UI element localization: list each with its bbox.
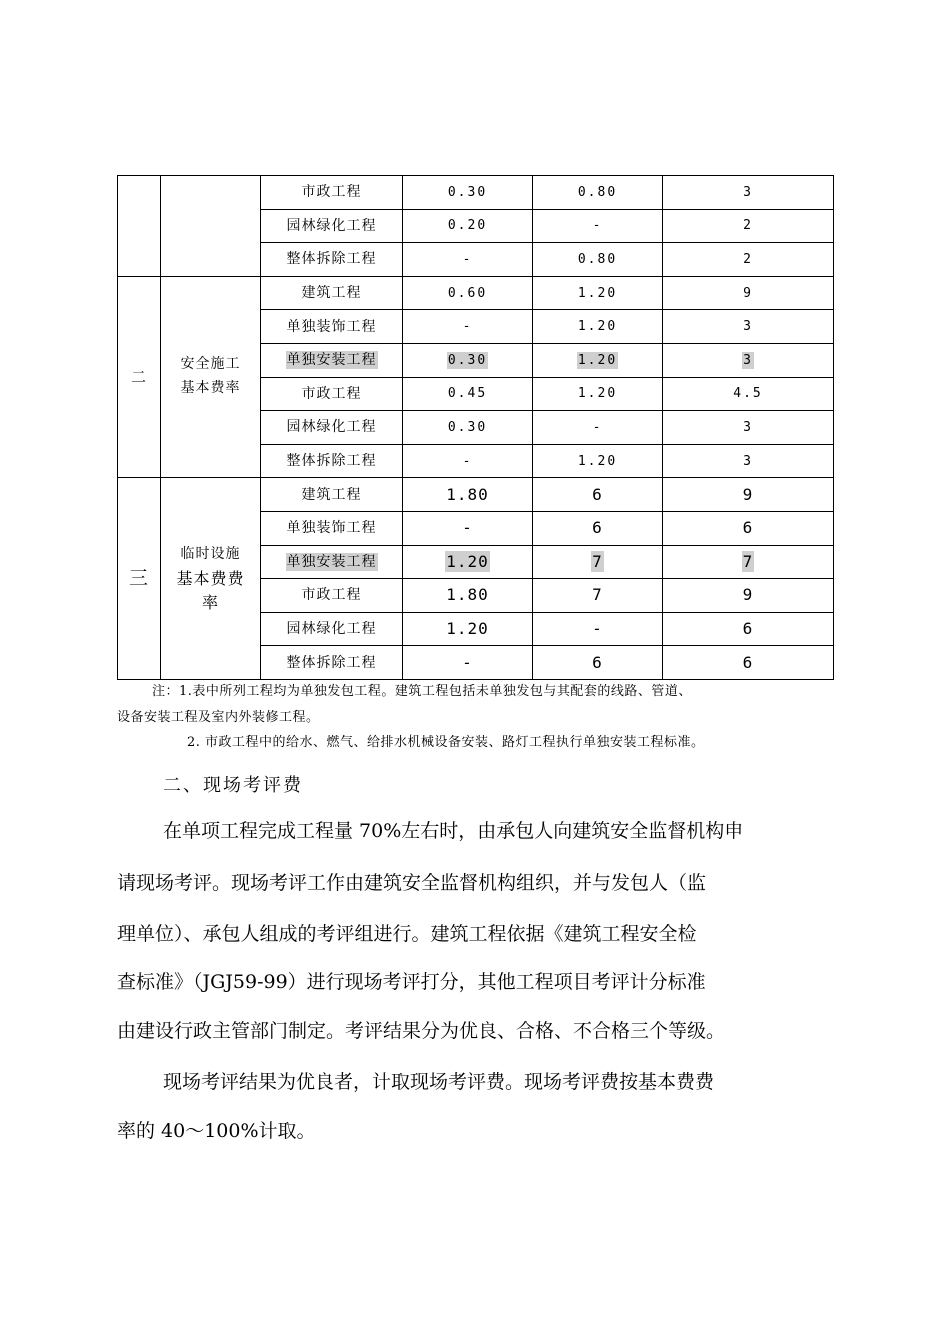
category-line: 基本费费	[176, 568, 245, 588]
table-row	[118, 176, 834, 210]
rate-cell: 3	[663, 176, 834, 210]
rate-cell: 1.20	[533, 310, 663, 344]
section-heading: 二、现场考评费	[163, 775, 303, 796]
rate-cell: -	[533, 411, 663, 445]
rate-cell	[533, 545, 663, 579]
project-cell: 整体拆除工程	[261, 444, 403, 478]
project-cell: 市政工程	[261, 176, 403, 210]
rate-cell: 7	[533, 579, 663, 613]
rate-cell: -	[403, 511, 533, 545]
paragraph-line: 在单项工程完成工程量 70%左右时，由承包人向建筑安全监督机构申	[163, 820, 744, 842]
category-line: 安全施工	[180, 356, 241, 373]
rate-cell: 0.30	[403, 411, 533, 445]
rate-cell: 2	[663, 243, 834, 277]
category-line: 率	[201, 592, 219, 612]
rate-cell: 0.80	[533, 176, 663, 210]
project-cell	[261, 343, 403, 377]
rate-cell: 6	[533, 478, 663, 512]
rate-cell: 1.80	[403, 478, 533, 512]
category-cell	[161, 478, 261, 680]
rate-cell: 1.20	[533, 444, 663, 478]
rate-cell: 6	[663, 646, 834, 680]
rate-cell: -	[533, 209, 663, 243]
category-line: 临时设施	[180, 545, 241, 562]
highlighted-text: 7	[742, 551, 754, 571]
rate-cell: 6	[663, 612, 834, 646]
rate-cell: 3	[663, 310, 834, 344]
category-cell	[161, 276, 261, 478]
rate-cell: 6	[533, 511, 663, 545]
rate-table	[117, 175, 834, 680]
rate-cell: 0.45	[403, 377, 533, 411]
highlighted-text: 1.20	[577, 352, 618, 368]
project-cell: 园林绿化工程	[261, 411, 403, 445]
rate-cell: -	[403, 310, 533, 344]
project-cell: 园林绿化工程	[261, 209, 403, 243]
category-line: 基本费率	[180, 380, 241, 397]
rate-cell	[533, 343, 663, 377]
rate-cell: 2	[663, 209, 834, 243]
paragraph-line: 理单位）、承包人组成的考评组进行。建筑工程依据《建筑工程安全检	[117, 923, 697, 945]
highlighted-text: 单独安装工程	[286, 553, 377, 570]
project-cell	[261, 545, 403, 579]
paragraph-line: 请现场考评。现场考评工作由建筑安全监督机构组织，并与发包人（监	[117, 872, 707, 894]
paragraph-line: 率的 40～100%计取。	[117, 1120, 316, 1142]
rate-cell: 0.30	[403, 176, 533, 210]
rate-cell: 1.80	[403, 579, 533, 613]
rate-cell: 6	[663, 511, 834, 545]
rate-cell: 1.20	[533, 276, 663, 310]
project-cell: 单独装饰工程	[261, 310, 403, 344]
table-note-2: 2. 市政工程中的给水、燃气、给排水机械设备安装、路灯工程执行单独安装工程标准。	[187, 735, 705, 750]
table-note-1-cont: 设备安装工程及室内外装修工程。	[117, 710, 320, 725]
rate-cell: 0.80	[533, 243, 663, 277]
project-cell: 市政工程	[261, 377, 403, 411]
project-cell: 整体拆除工程	[261, 646, 403, 680]
row-index	[118, 176, 161, 277]
row-index: 二	[118, 276, 161, 478]
rate-cell: 4.5	[663, 377, 834, 411]
paragraph-line: 查标准》（JGJ59-99）进行现场考评打分，其他工程项目考评计分标准	[117, 971, 706, 993]
highlighted-text: 1.20	[446, 551, 489, 571]
project-cell: 单独装饰工程	[261, 511, 403, 545]
rate-cell: 6	[533, 646, 663, 680]
rate-cell: 1.20	[533, 377, 663, 411]
rate-cell	[403, 545, 533, 579]
highlighted-text: 0.30	[447, 352, 488, 368]
highlighted-text: 单独安装工程	[286, 352, 377, 369]
project-cell: 建筑工程	[261, 478, 403, 512]
rate-cell: -	[533, 612, 663, 646]
rate-cell: 0.20	[403, 209, 533, 243]
rate-cell: 9	[663, 579, 834, 613]
paragraph-line: 由建设行政主管部门制定。考评结果分为优良、合格、不合格三个等级。	[117, 1020, 726, 1042]
rate-cell: 9	[663, 276, 834, 310]
rate-cell: 3	[663, 444, 834, 478]
category-cell	[161, 176, 261, 277]
rate-cell	[663, 343, 834, 377]
rate-cell: 9	[663, 478, 834, 512]
rate-cell: 0.60	[403, 276, 533, 310]
highlighted-text: 3	[743, 352, 753, 368]
rate-cell	[403, 343, 533, 377]
table-row	[118, 478, 834, 512]
rate-cell	[663, 545, 834, 579]
rate-cell: -	[403, 243, 533, 277]
project-cell: 建筑工程	[261, 276, 403, 310]
table-note-1: 注：1.表中所列工程均为单独发包工程。建筑工程包括未单独发包与其配套的线路、管道、	[152, 684, 692, 699]
project-cell: 市政工程	[261, 579, 403, 613]
rate-cell: -	[403, 646, 533, 680]
row-index: 三	[118, 478, 161, 680]
rate-cell: 1.20	[403, 612, 533, 646]
highlighted-text: 7	[592, 551, 603, 571]
project-cell: 园林绿化工程	[261, 612, 403, 646]
paragraph-line: 现场考评结果为优良者，计取现场考评费。现场考评费按基本费费	[163, 1071, 715, 1093]
rate-cell: 3	[663, 411, 834, 445]
project-cell: 整体拆除工程	[261, 243, 403, 277]
table-row	[118, 276, 834, 310]
rate-cell: -	[403, 444, 533, 478]
